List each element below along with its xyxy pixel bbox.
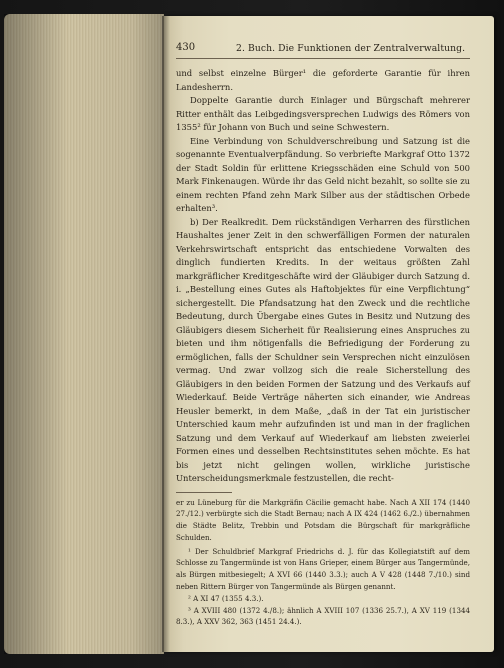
running-head: 2. Buch. Die Funktionen der Zentralverwaltung. bbox=[236, 43, 466, 54]
page-content bbox=[176, 42, 470, 628]
page-header bbox=[176, 42, 470, 59]
body-text bbox=[176, 67, 470, 486]
open-book bbox=[4, 0, 500, 668]
footnote-1: ¹ Der Schuldbrief Markgraf Friedrichs d. J. für das Kollegiatstift auf dem Schlosse zu Tangermünde ist von Hans Grieper, einem Bürger aus Tangermünde, als Bürgen mitbesiegelt; A XVI 66 (1440 3.3.); auch A V 428 (1448 7./10.) sind neben Rittern Bürger von Tangermünde als Bürgen genannt. bbox=[176, 546, 470, 592]
footnotes bbox=[176, 497, 470, 629]
paragraph-2: Doppelte Garantie durch Einlager und Bürgschaft mehrerer Ritter enthält das Leibgedingsversprechen Ludwigs des Römers von 1355² für Johann von Buch und seine Schwestern. bbox=[176, 95, 470, 132]
footnote-3: ³ A XVIII 480 (1372 4./8.); ähnlich A XVIII 107 (1336 25.7.), A XV 119 (1344 8.3.), A XXV 362, 363 (1451 24.4.). bbox=[176, 605, 470, 627]
footnote-2: ² A XI 47 (1355 4.3.). bbox=[188, 593, 264, 603]
book-page bbox=[164, 16, 494, 652]
paragraph-3: Eine Verbindung von Schuldverschreibung und Satzung ist die sogenannte Eventualverpfändung. So verbriefte Markgraf Otto 1372 der Stadt Soldin für erlittene Kriegsschäden eine Schuld von 500 Mark Finkenaugen. Würde ihr das Geld nicht bezahlt, so sollte sie zu einem rechten Pfand zehn Mark Silber aus der städtischen Orbede erhalten³. bbox=[176, 135, 470, 213]
paragraph-4: b) Der Realkredit. Dem rückständigen Verharren des fürstlichen Haushaltes jener Zeit in den schwerfälligen Formen der naturalen Verkehrswirtschaft entspricht das entschiedene Vorwalten des dinglich fundierten Kredits. In der weitaus größten Zahl markgräflicher Kreditgeschäfte wird der Gläubiger durch Satzung d. i. „Bestellung eines Gutes als Haftobjektes für eine Verpflichtung“ sichergestellt. Die Pfandsatzung hat den Zweck und die rechtliche Bedeutung, durch Übergabe eines Gutes in Besitz und Nutzung des Gläubigers diesem Sicherheit für Realisierung eines Anspruches zu bieten und ihm nötigenfalls die Befriedigung der Forderung zu ermöglichen, falls der Schuldner sein Versprechen nicht einzulösen vermag. Und zwar vollzog sich die reale Sicherstellung des Gläubigers in den beiden Formen der Satzung und des Verkaufs auf Wiederkauf. Beide Verträge näherten sich einander, wie Andreas Heusler bemerkt, in dem Maße, „daß in der Tat ein juristischer Unterschied kaum mehr aufzufinden ist und man in der fraglichen Satzung und dem Verkauf auf Wiederkauf am liebsten zweierlei Formen eines und desselben Rechtsinstitutes sehen möchte. Es hat bis jetzt nicht gelingen wollen, wirkliche juristische Unterscheidungsmerkmale festzustellen, die recht- bbox=[176, 216, 470, 483]
page-number: 430 bbox=[176, 42, 196, 53]
paragraph-1: und selbst einzelne Bürger¹ die geforderte Garantie für ihren Landesherrn. bbox=[176, 68, 470, 92]
page-edges-shadow bbox=[4, 14, 164, 654]
footnote-rule bbox=[176, 492, 232, 493]
footnote-continued: er zu Lüneburg für die Markgräfin Cäcilie gemacht habe. Nach A XII 174 (1440 27./12.) verbürgte sich die Stadt Bernau; nach A IX 424 (1462 6./2.) übernahmen die Städte Belitz, Trebbin und Potsdam die Bürgschaft für markgräfliche Schulden. bbox=[176, 497, 470, 542]
